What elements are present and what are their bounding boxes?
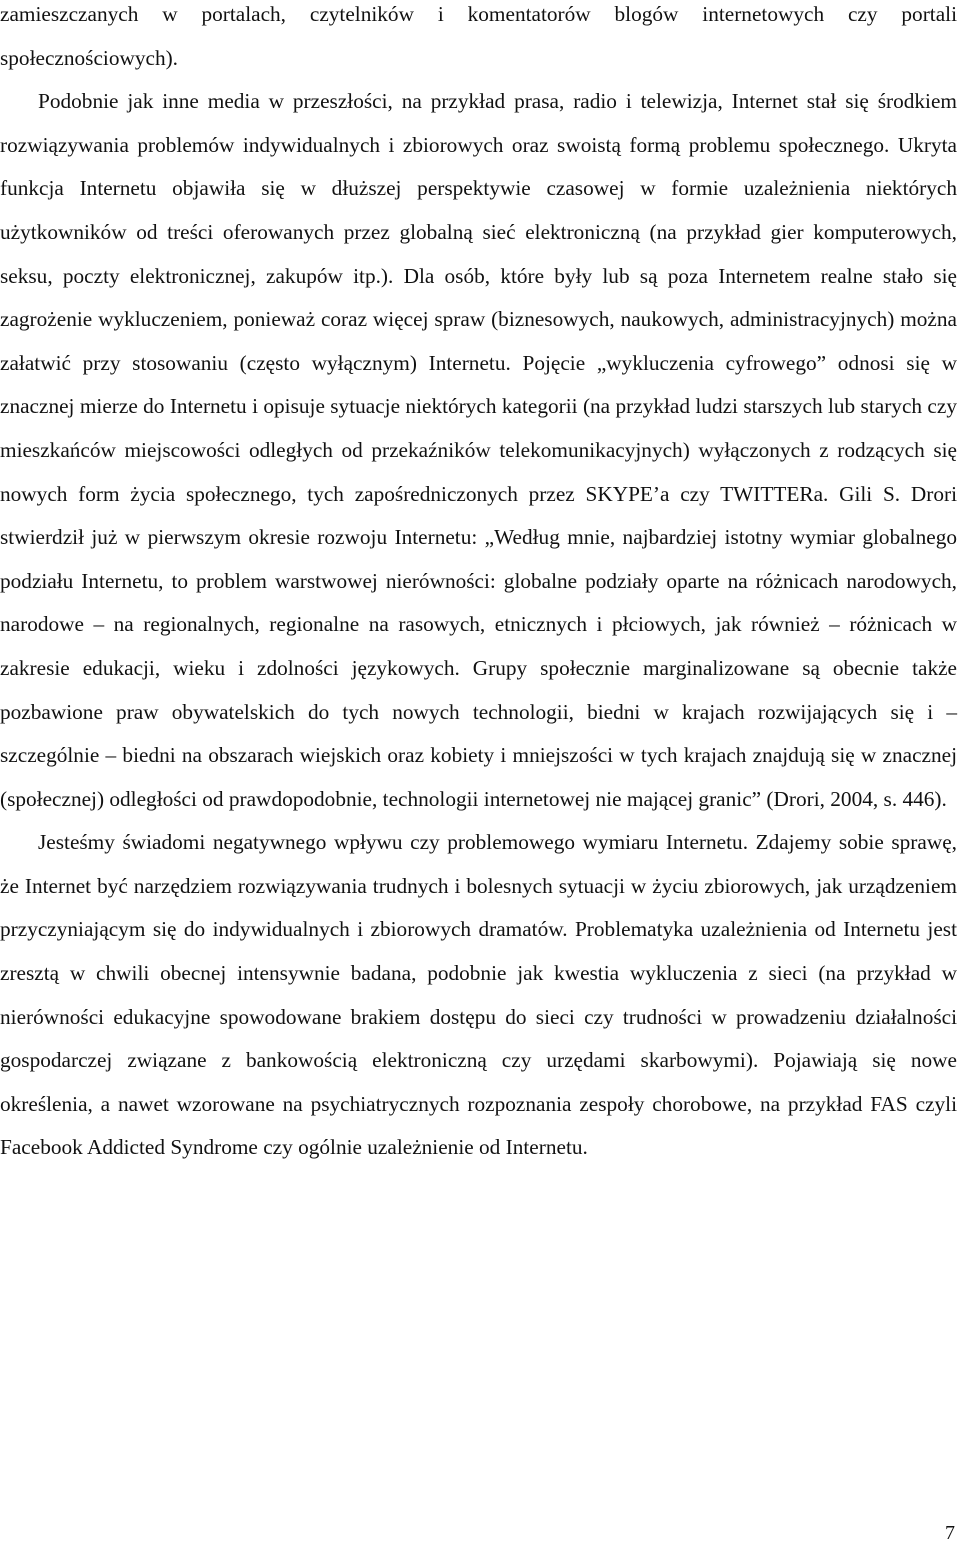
paragraph-internet-problem: Podobnie jak inne media w przeszłości, na przykład prasa, radio i telewizja, Internet stał się środkiem rozwiązywania problemów indywidualnych i zbiorowych oraz swoistą formą problemu społecznego. Ukryta funkcja Internetu objawiła się w dłuższej perspektywie czasowej w formie uzależnienia niektórych użytkowników od treści oferowanych przez globalną sieć elektroniczną (na przykład gier komputerowych, seksu, poczty elektronicznej, zakupów itp.). Dla osób, które były lub są poza Internetem realne stało się zagrożenie wykluczeniem, ponieważ coraz więcej spraw (biznesowych, naukowych, administracyjnych) można załatwić przy stosowaniu (często wyłącznym) Internetu. Pojęcie „wykluczenia cyfrowego” odnosi się w znacznej mierze do Internetu i opisuje sytuacje niektórych kategorii (na przykład ludzi starszych lub starych czy mieszkańców miejscowości odległych od przekaźników telekomunikacyjnych) wyłączonych z rodzących się nowych form życia społecznego, tych zapośredniczonych przez SKYPE’a czy TWITTERa. Gili S. Drori stwierdził już w pierwszym okresie rozwoju Internetu: „Według mnie, najbardziej istotny wymiar globalnego podziału Internetu, to problem warstwowej nierówności: globalne podziały oparte na różnicach narodowych, narodowe – na regionalnych, regionalne na rasowych, etnicznych i płciowych, jak również – różnicach w zakresie edukacji, wieku i zdolności językowych. Grupy społecznie marginalizowane są obecnie także pozbawione praw obywatelskich do tych nowych technologii, biedni w krajach rozwijających się i – szczególnie – biedni na obszarach wiejskich oraz kobiety i mniejszości w tych krajach znajdują się w znacznej (społecznej) odległości od prawdopodobnie, technologii internetowej nie mającej granic” (Drori, 2004, s. 446). — [0, 89, 957, 811]
paragraph-negative-impact: Jesteśmy świadomi negatywnego wpływu czy problemowego wymiaru Internetu. Zdajemy sobie sprawę, że Internet być narzędziem rozwiązywania trudnych i bolesnych sytuacji w życiu zbiorowych, jak urządzeniem przyczyniającym się do indywidualnych i zbiorowych dramatów. Problematyka uzależnienia od Internetu jest zresztą w chwili obecnej intensywnie badana, podobnie jak kwestia wykluczenia z sieci (na przykład w nierówności edukacyjne spowodowane brakiem dostępu do sieci czy trudności w prowadzeniu działalności gospodarczej związane z bankowością elektroniczną czy urzędami skarbowymi). Pojawiają się nowe określenia, a nawet wzorowane na psychiatrycznych rozpoznania zespoły chorobowe, na przykład FAS czyli Facebook Addicted Syndrome czy ogólnie uzależnienie od Internetu. — [0, 830, 957, 1160]
paragraph-continuation: zamieszczanych w portalach, czytelników i komentatorów blogów internetowych czy portali społecznościowych). — [0, 2, 957, 70]
page-number: 7 — [945, 1522, 955, 1544]
